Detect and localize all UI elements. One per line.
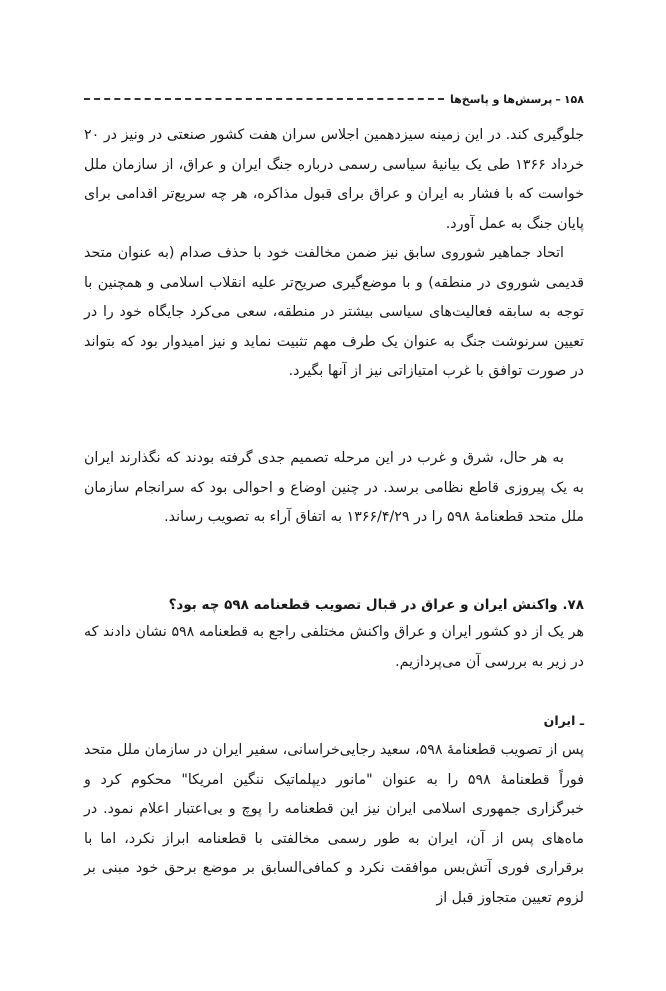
paragraph-3: به هر حال، شرق و غرب در این مرحله تصمیم جدی گرفته بودند که نگذارند ایران به یک پیروزی قاطع نظامی برسد. در چنین اوضاع و احوالی بود که سرانجام سازمان ملل متحد قطعنامهٔ ۵۹۸ را در ۱۳۶۶/۴/۲۹ به اتفاق آراء به تصویب رساند. bbox=[84, 450, 584, 525]
header-rule bbox=[84, 98, 444, 100]
book-title: پرسش‌ها و پاسخ‌ها bbox=[449, 92, 553, 106]
paragraph-5: پس از تصویب قطعنامهٔ ۵۹۸، سعید رجایی‌خراسانی، سفیر ایران در سازمان ملل متحد فوراً قطعنامهٔ ۵۹۸ را به عنوان "مانور دیپلماتیک ننگین امریکا" محکوم کرد و خبرگزاری جمهوری اسلامی ایران نیز این قطعنامه را پوچ و بی‌اعتبار اعلام نمود. در ماه‌های پس از آن، ایران به طور رسمی مخالفتی با قطعنامه ابراز نکرد، اما با برقراری فوری آتش‌بس موافقت نکرد و کمافی‌السابق بر موضع برحق خود مبنی بر لزوم تعیین متجاوز قبل از bbox=[84, 742, 585, 906]
paragraph-4: هر یک از دو کشور ایران و عراق واکنش مختلفی راجع به قطعنامه ۵۹۸ نشان دادند که در زیر به بررسی آن می‌پردازیم. bbox=[84, 624, 584, 670]
question-heading: ۷۸. واکنش ایران و عراق در قبال تصویب قطعنامه ۵۹۸ چه بود؟ bbox=[168, 597, 584, 613]
paragraph-2: اتحاد جماهیر شوروی سابق نیز ضمن مخالفت خود با حذف صدام (به عنوان متحد قدیمی شوروی در منطقه) و با موضع‌گیری صریح‌تر علیه انقلاب اسلامی و همچنین با توجه به سابقه فعالیت‌های سیاسی بیشتر در منطقه، سعی می‌کرد جایگاه خود را در تعیین سرنوشت جنگ به عنوان یک طرف مهم تثبیت نماید و نیز امیدوار بود که بتواند در صورت توافق با غرب امتیازاتی نیز از آنها بگیرد. bbox=[84, 245, 584, 379]
header-separator: – bbox=[555, 92, 561, 106]
paragraph-1: جلوگیری کند. در این زمینه سیزدهمین اجلاس سران هفت کشور صنعتی در ونیز در ۲۰ خرداد ۱۳۶۶ طی یک بیانیهٔ سیاسی رسمی درباره جنگ ایران و عراق، از سازمان ملل خواست که با فشار به ایران و عراق برای قبول مذاکره، هر چه سریع‌تر اقدامی برای پایان جنگ به عمل آورد. bbox=[84, 127, 585, 232]
page-number: ۱۵۸ bbox=[563, 92, 584, 106]
running-header bbox=[84, 90, 584, 108]
section-heading-iran: ـ ایران bbox=[543, 713, 584, 728]
